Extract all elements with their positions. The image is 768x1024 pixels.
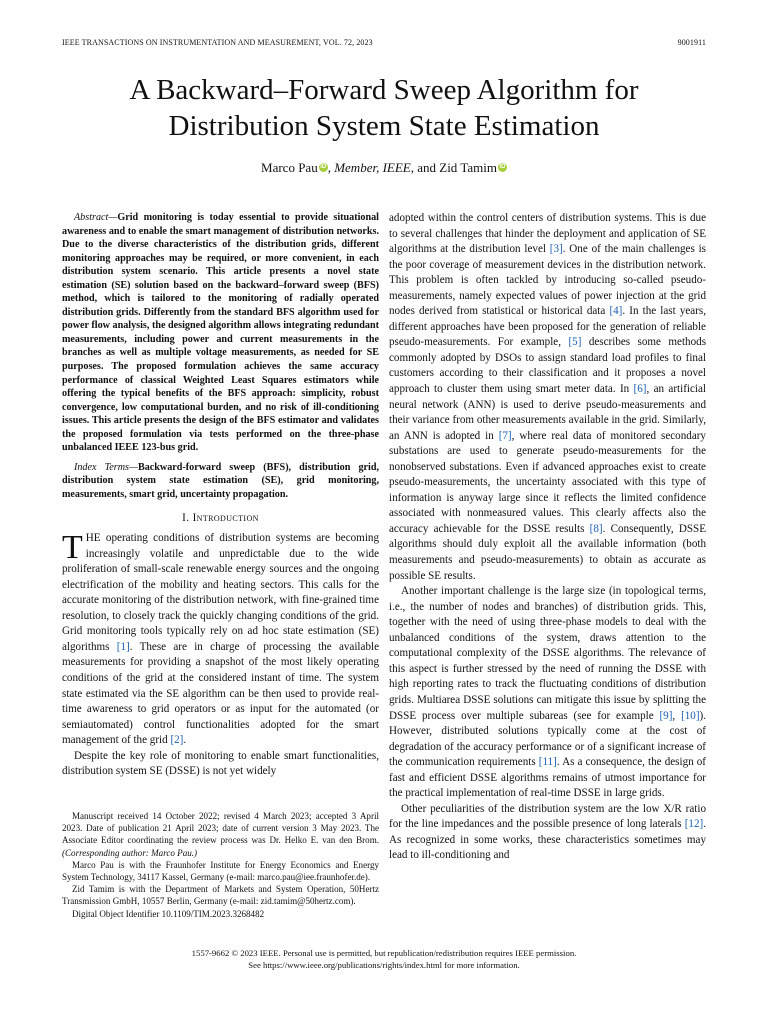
body-text: , where real data of monitored secondary substations are used to generate pseudo-measurements for the nonobserved substations. Even if advanced approaches exist to create pseudo-measurements, the uncertainty associated with this type of information is anyway large since it reflects the limited confidence associated with nonmeasured values. This clearly affects also the accuracy achievable for the DSSE results: [389, 429, 706, 535]
index-terms-label: Index Terms—: [74, 461, 138, 473]
abstract-text: Grid monitoring is today essential to provide situational awareness and to enable the smart management of distribution networks. Due to the diverse characteristics of the distribution grids, different monitoring approaches may be required, or more convenient, in each distribution system scenario. This article presents a novel state estimation (SE) solution based on the backward–forward sweep (BFS) method, which is tailored to the monitoring of radially operated distribution grids. Differently from the standard BFS algorithm used for power flow analysis, the designed algorithm allows integrating redundant measurements, including power and current measurements in the branches as well as multiple voltage measurements, as needed for SE purposes. The proposed formulation achieves the same accuracy performance of classical Weighted Least Squares estimators while offering the typical benefits of the BFS approach: simplicity, robust convergence, low computational burden, and no risk of ill-conditioning issues. This article presents the design of the BFS estimator and validates the proposed formulation via tests performed on the three-phase unbalanced IEEE 123-bus grid.: [62, 212, 379, 454]
left-column: [62, 211, 379, 780]
reference-link[interactable]: [7]: [498, 429, 512, 442]
body-text: . As a consequence, the design of fast and efficient DSSE algorithms remains of utmost importance for the practical implementation of real-time DSSE in large grids.: [389, 756, 706, 800]
footnote-affiliation: Marco Pau is with the Fraunhofer Institute for Energy Economics and Energy System Technology, 34117 Kassel, Germany (e-mail: marco.pau@iee.fraunhofer.de).: [62, 859, 379, 883]
paper-title: [60, 72, 708, 144]
reference-link[interactable]: [11]: [538, 756, 557, 769]
intro-text: . These are in charge of processing the available measurements for providing a snapshot of the most likely operating conditions of the grid at the considered instant of time. The system state estimated via the SE algorithm can be then used to provide real-time awareness to grid operators or as input for the automated (or semiautomated) control functionalities adopted for the smart management of the grid: [62, 640, 379, 747]
body-text: . As recognized in some works, these characteristics sometimes may lead to ill-conditioning and: [389, 818, 706, 862]
reference-link[interactable]: [12]: [684, 818, 704, 831]
corresponding-author: (Corresponding author: Marco Pau.): [62, 847, 198, 858]
reference-link[interactable]: [3]: [549, 243, 563, 256]
section-numeral: I.: [182, 512, 193, 525]
footnote-manuscript: [62, 810, 379, 859]
body-paragraph: [389, 802, 706, 864]
journal-name: IEEE TRANSACTIONS ON INSTRUMENTATION AND MEASUREMENT, VOL. 72, 2023: [62, 38, 373, 47]
page-number: 9001911: [677, 38, 706, 47]
body-text: , an artificial neural network (ANN) is used to derive pseudo-measurements and their variance from other measurements available in the grid. Similarly, an ANN is adopted in: [389, 383, 706, 442]
copyright-link[interactable]: See https://www.ieee.org/publications/rights/index.html for more information.: [248, 959, 520, 970]
author-separator: ,: [327, 160, 335, 175]
intro-text: .: [183, 734, 187, 747]
copyright-line: 1557-9662 © 2023 IEEE. Personal use is permitted, but republication/redistribution requires IEEE permission.: [191, 948, 577, 958]
intro-paragraph: [62, 531, 379, 749]
body-paragraph: [389, 211, 706, 584]
right-column: [389, 211, 706, 864]
body-text: Other peculiarities of the distribution system are the low X/R ratio for the line impedances and the possible presence of long laterals: [389, 802, 706, 831]
author-list: [60, 160, 708, 176]
intro-text: operating conditions of distribution systems are becoming increasingly volatile and unpredictable due to the wide proliferation of small-scale renewable energy sources and the ongoing electrification of the mobility and heating sectors. This calls for the accurate monitoring of the distribution network, with fine-grained time resolution, to closely track the quickly changing conditions of the grid. Grid monitoring tools typically rely on ad hoc state estimation (SE) algorithms: [62, 532, 379, 653]
title-line-1: A Backward–Forward Sweep Algorithm for: [129, 74, 639, 106]
reference-link[interactable]: [6]: [633, 383, 647, 396]
orcid-icon[interactable]: iD: [499, 164, 506, 170]
reference-link[interactable]: [4]: [609, 305, 623, 318]
body-text: . In the last years, different approaches have been proposed for the generation of reliable pseudo-measurements. For example,: [389, 305, 706, 349]
section-heading: [62, 511, 379, 527]
reference-link[interactable]: [9]: [659, 709, 673, 722]
reference-link[interactable]: [1]: [116, 640, 130, 653]
reference-link[interactable]: [8]: [589, 522, 603, 535]
abstract: [62, 211, 379, 455]
footnote-affiliation: Zid Tamim is with the Department of Markets and System Operation, 50Hertz Transmission GmbH, 10557 Berlin, Germany (e-mail: zid.tamim@50hertz.com).: [62, 884, 379, 907]
section-title: Introduction: [192, 512, 259, 525]
intro-paragraph: Despite the key role of monitoring to enable smart functionalities, distribution system SE (DSSE) is not yet widely: [62, 749, 379, 778]
running-head: [62, 38, 706, 50]
body-text: ). However, distributed solutions typically come at the cost of degradation of the accuracy performance or of a significant increase of the communication requirements: [389, 709, 707, 769]
author-name: , and Zid Tamim: [410, 160, 497, 175]
footnote-text: Manuscript received 14 October 2022; revised 4 March 2023; accepted 3 April 2023. Date of publication 21 April 2023; date of current version 3 May 2023. The Associate Editor coordinating the review process was Dr. Helko E. van den Brom.: [62, 811, 379, 846]
body-text: describes some methods commonly adopted by DSOs to assign standard load profiles to final customers according to their classification and it proposes a novel approach to cluster them using smart meter data. In: [389, 336, 707, 396]
index-terms: [62, 461, 379, 502]
body-text: Another important challenge is the large size (in topological terms, i.e., the number of nodes and branches) of distribution grids. This, together with the need of using three-phase models to deal with the unbalanced conditions of the system, draws attention to the computational complexity of the DSSE algorithms. The relevance of this aspect is further stressed by the need of running the DSSE with high reporting rates to track the fluctuating conditions of distribution grids. Multiarea DSSE solutions can mitigate this issue by splitting the DSSE process over multiple subareas (see for example: [389, 585, 706, 722]
reference-link[interactable]: [2]: [170, 734, 184, 747]
abstract-label: Abstract—: [74, 212, 118, 223]
body-text: ,: [672, 709, 682, 722]
drop-cap: T: [62, 529, 83, 567]
orcid-icon[interactable]: iD: [320, 164, 327, 170]
title-line-2: Distribution System State Estimation: [168, 110, 600, 142]
body-text: . Consequently, DSSE algorithms should duly exploit all the available information (both measurements and pseudo-measurements) to obtain as accurate as possible SE results.: [389, 522, 706, 582]
footnote-doi: Digital Object Identifier 10.1109/TIM.2023.3268482: [72, 908, 265, 919]
author-role: Member, IEEE: [334, 160, 411, 175]
body-paragraph: [389, 584, 706, 802]
author-name: Marco Pau: [261, 160, 318, 175]
index-terms-text: Backward-forward sweep (BFS), distribution grid, distribution system state estimation (SE), grid monitoring, measurements, smart grid, uncertainty propagation.: [62, 461, 379, 500]
reference-link[interactable]: [10]: [681, 709, 700, 722]
footnotes: [62, 810, 379, 920]
body-text: . One of the main challenges is the poor coverage of measurement devices in the distribution network. This problem is often tackled by introducing so-called pseudo-measurements, namely expected values of power injection at the grid nodes derived from statistical or historical data: [389, 243, 706, 318]
reference-link[interactable]: [5]: [568, 336, 582, 349]
first-word: HE: [85, 532, 101, 545]
body-text: adopted within the control centers of distribution systems. This is due to several challenges that hinder the deployment and application of SE algorithms at the distribution level: [389, 212, 706, 256]
copyright-notice: [62, 948, 706, 971]
